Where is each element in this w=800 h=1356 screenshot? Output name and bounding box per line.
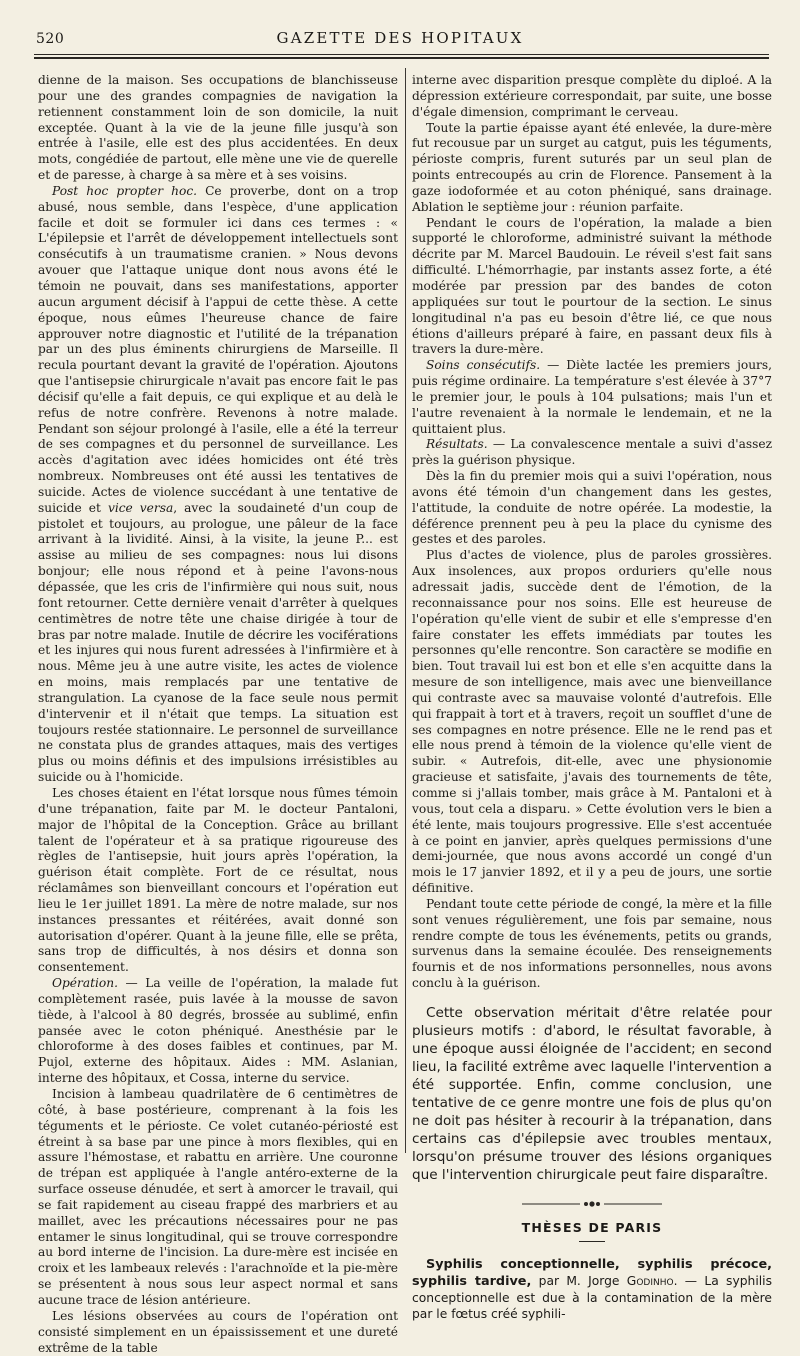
paragraph: Pendant toute cette période de congé, la mère et la fille sont venues régulièrement, une fois par semaine, nous rendre compte de tous les événements, petits ou grands, survenus dans la semaine écoulée. Des renseignements fournis et de nos informations personnelles, nous avons conclu à la guérison. — [412, 896, 772, 991]
paragraph: Soins consécutifs. — Diète lactée les premiers jours, puis régime ordinaire. La température s'est élevée à 37°7 le premier jour, le pouls à 104 pulsations; mais l'un et l'autre revenaient à la normale le lendemain, et ne la quittaient plus. — [412, 358, 772, 436]
header-rule — [34, 54, 769, 55]
paragraph: dienne de la maison. Ses occupations de blanchisseuse pour une des grandes compagnies de navigation la retiennent constamment loin de son domicile, la nuit exceptée. Quant à la vie de la jeune fille jusqu'à son entrée à l'asile, elle est des plus accidentées. En deux mots, congédiée de partout, elle mène une vie de querelle et de paresse, à charge à sa mère et à ses voisins. — [38, 73, 398, 183]
paragraph: Les lésions observées au cours de l'opération ont consisté simplement en un épaississement et une dureté extrême de la table — [38, 1308, 398, 1355]
paragraph: Incision à lambeau quadrilatère de 6 centimètres de côté, à base postérieure, comprenant à la fois les téguments et le périoste. Ce volet cutanéo-périosté est étreint à sa base par une pince à mors flexibles, qui en assure l'hémostase, et rabattu en arrière. Une couronne de trépan est appliquée à l'angle antéro-externe de la surface osseuse dénudée, et sert à amorcer le travail, qui se fait rapidement au ciseau frappé des marbriers et au maillet, avec les précautions nécessaires pour ne pas entamer le sinus longitudinal, qui se trouve correspondre au bord interne de l'incision. La dure-mère est incisée en croix et les lambeaux relevés : l'arachnoïde et la pie-mère se présentent à nous sous leur aspect normal et sans aucune trace de lésion antérieure. — [38, 1087, 398, 1307]
thesis-author: Godinho — [626, 1273, 674, 1288]
paragraph: Résultats. — La convalescence mentale a suivi d'assez près la guérison physique. — [412, 437, 772, 468]
page-number: 520 — [36, 31, 65, 47]
paragraph: Opération. — La veille de l'opération, la malade fut complètement rasée, puis lavée à la mousse de savon tiède, à l'alcool à 80 degrés, brossée au sublimé, enfin pansée avec le coton phéniqué. Anesthésie par le chloroforme à des doses faibles et continues, par M. Pujol, externe des hôpitaux. Aides : MM. Aslanian, interne des hôpitaux, et Cossa, interne du service. — [38, 976, 398, 1086]
header-rule-thick — [34, 57, 769, 59]
paragraph: Dès la fin du premier mois qui a suivi l'opération, nous avons été témoin d'un changement dans les gestes, l'attitude, la conduite de notre opérée. La modestie, la déférence prennent peu à peu la place du cynisme des gestes et des paroles. — [412, 469, 772, 547]
section-rule — [579, 1241, 605, 1242]
paragraph: Post hoc propter hoc. Ce proverbe, dont on a trop abusé, nous semble, dans l'espèce, d'une application facile et doit se formuler ici dans ces termes : « L'épilepsie et l'arrêt de développement intellectuels sont consécutifs à un traumatisme cranien. » Nous devons avouer que l'attaque unique dont nous avons été le témoin ne pouvait, dans ses manifestations, apporter aucun argument décisif à l'appui de cette thèse. A cette époque, nous eûmes l'heureuse chance de faire approuver notre diagnostic et l'utilité de la trépanation par un des plus éminents chirurgiens de Marseille. Il recula pourtant devant la gravité de l'opération. Ajoutons que l'antisepsie chirurgicale n'avait pas encore fait le pas décisif qu'elle a fait depuis, ce qui explique et au delà le refus de notre confrère. Revenons à notre malade. Pendant son séjour prolongé à l'asile, elle a été la terreur de ses compagnes et du personnel de surveillance. Les accès d'agitation avec idées homicides ont été très nombreux. Nombreuses ont été aussi les tentatives de suicide. Actes de violence succédant à une tentative de suicide et vice versa, avec la soudaineté d'un coup de pistolet et toujours, au prologue, une pâleur de la face arrivant à la lividité. Ainsi, à la visite, la jeune P... est assise au milieu de ses compagnes: nous lui disons bonjour; elle nous répond et à peine l'avons-nous dépassée, que les cris de l'infirmière qui nous suit, nous font retourner. Cette dernière venait d'arrêter à quelques centimètres de notre tête une chaise dirigée à tour de bras par notre malade. Inutile de décrire les vociférations et les injures qui nous furent adressées à l'infirmière et à nous. Même jeu à une autre visite, les actes de violence en moins, mais remplacés par une tentative de strangulation. La cyanose de la face seule nous permit d'intervenir et il n'était que temps. La situation est toujours restée stationnaire. Le personnel de surveillance ne constata plus de grandes attaques, mais des vertiges plus ou moins définis et des impulsions irrésistibles au suicide ou à l'homicide. — [38, 183, 399, 785]
paragraph: Les choses étaient en l'état lorsque nous fûmes témoin d'une trépanation, faite par M. le docteur Pantaloni, major de l'hôpital de la Conception. Grâce au brillant talent de l'opérateur et à sa pratique rigoureuse des règles de l'antisepsie, huit jours après l'opération, la guérison était complète. Fort de ce résultat, nous réclamâmes son bienveillant concours et l'opération eut lieu le 1er juillet 1891. La mère de notre malade, sur nos instances pressantes et réitérées, avait donné son autorisation d'opérer. Quant à la jeune fille, elle se prêta, sans trop de difficultés, à nos désirs et donna son consentement. — [38, 785, 398, 975]
paragraph: interne avec disparition presque complète du diploé. A la dépression extérieure correspondait, par suite, une bosse d'égale dimension, comprimant le cerveau. — [412, 73, 772, 119]
thesis-title: Syphilis conceptionnelle, syphilis précoce, syphilis tardive, — [412, 1256, 772, 1289]
journal-title: GAZETTE DES HOPITAUX — [276, 29, 524, 47]
paragraph: Pendant le cours de l'opération, la malade a bien supporté le chloroforme, administré suivant la méthode décrite par M. Marcel Baudouin. Le réveil s'est fait sans difficulté. L'hémorrhagie, par instants assez forte, a été modérée par pression par des bandes de coton appliquées sur tout le pourtour de la section. Le sinus longitudinal n'a pas eu besoin d'être lié, ce que nous étions d'ailleurs préparé à faire, en passant deux fils à travers la dure-mère. — [412, 215, 772, 357]
paragraph: Toute la partie épaisse ayant été enlevée, la dure-mère fut recousue par un surget au catgut, puis les téguments, périoste compris, furent suturés par un seul plan de points entrecoupés au crin de Florence. Pansement à la gaze iodoformée et au coton phéniqué, sans drainage. Ablation le septième jour : réunion parfaite. — [412, 120, 772, 214]
right-column — [412, 73, 772, 1322]
thesis-entry: Syphilis conceptionnelle, syphilis précoce, syphilis tardive, par M. Jorge Godinho. — La syphilis conceptionnelle est due à la contamination de la mère par le fœtus créé syphili- — [412, 1256, 772, 1321]
ornament-divider-icon — [522, 1200, 662, 1208]
section-ornament — [412, 1198, 772, 1214]
conclusion-paragraph: Cette observation méritait d'être relatée pour plusieurs motifs : d'abord, le résultat favorable, à une époque aussi éloignée de l'accident; en second lieu, la facilité extrême avec laquelle l'intervention a été supportée. Enfin, comme conclusion, une tentative de ce genre montre une fois de plus qu'on ne doit pas hésiter à recourir à la trépanation, dans certains cas d'épilepsie avec troubles mentaux, lorsqu'on présume trouver des lésions organiques que l'intervention chirurgicale peut faire disparaître. — [412, 1004, 772, 1183]
paragraph: Plus d'actes de violence, plus de paroles grossières. Aux insolences, aux propos orduriers qu'elle nous adressait jadis, succède dent de l'émotion, de la reconnaissance pour nos soins. Elle est heureuse de l'opération qu'elle vient de subir et elle s'empresse d'en faire constater les effets immédiats par toutes les personnes qu'elle rencontre. Son caractère se modifie en bien. Tout travail lui est bon et elle s'en acquitte dans la mesure de son intelligence, mais avec une bienveillance qui contraste avec sa mauvaise volonté d'autrefois. Elle qui frappait à tort et à travers, reçoit un soufflet d'une de ses compagnes en notre présence. Elle ne le rend pas et elle nous prend à témoin de la violence qu'elle vient de subir. « Autrefois, dit-elle, avec une physionomie gracieuse et satisfaite, j'avais des tournements de tête, comme si j'allais tomber, mais grâce à M. Pantaloni et à vous, tout cela a disparu. » Cette évolution vers le bien a été lente, mais toujours progressive. Elle s'est accentuée à ce point en janvier, après quelques permissions d'une demi-journée, que nous avons accordé un congé d'un mois le 17 janvier 1892, et il y a peu de jours, une sortie définitive. — [412, 548, 772, 896]
column-divider — [405, 68, 406, 1153]
section-title: THÈSES DE PARIS — [521, 1219, 663, 1235]
left-column — [38, 73, 398, 1356]
